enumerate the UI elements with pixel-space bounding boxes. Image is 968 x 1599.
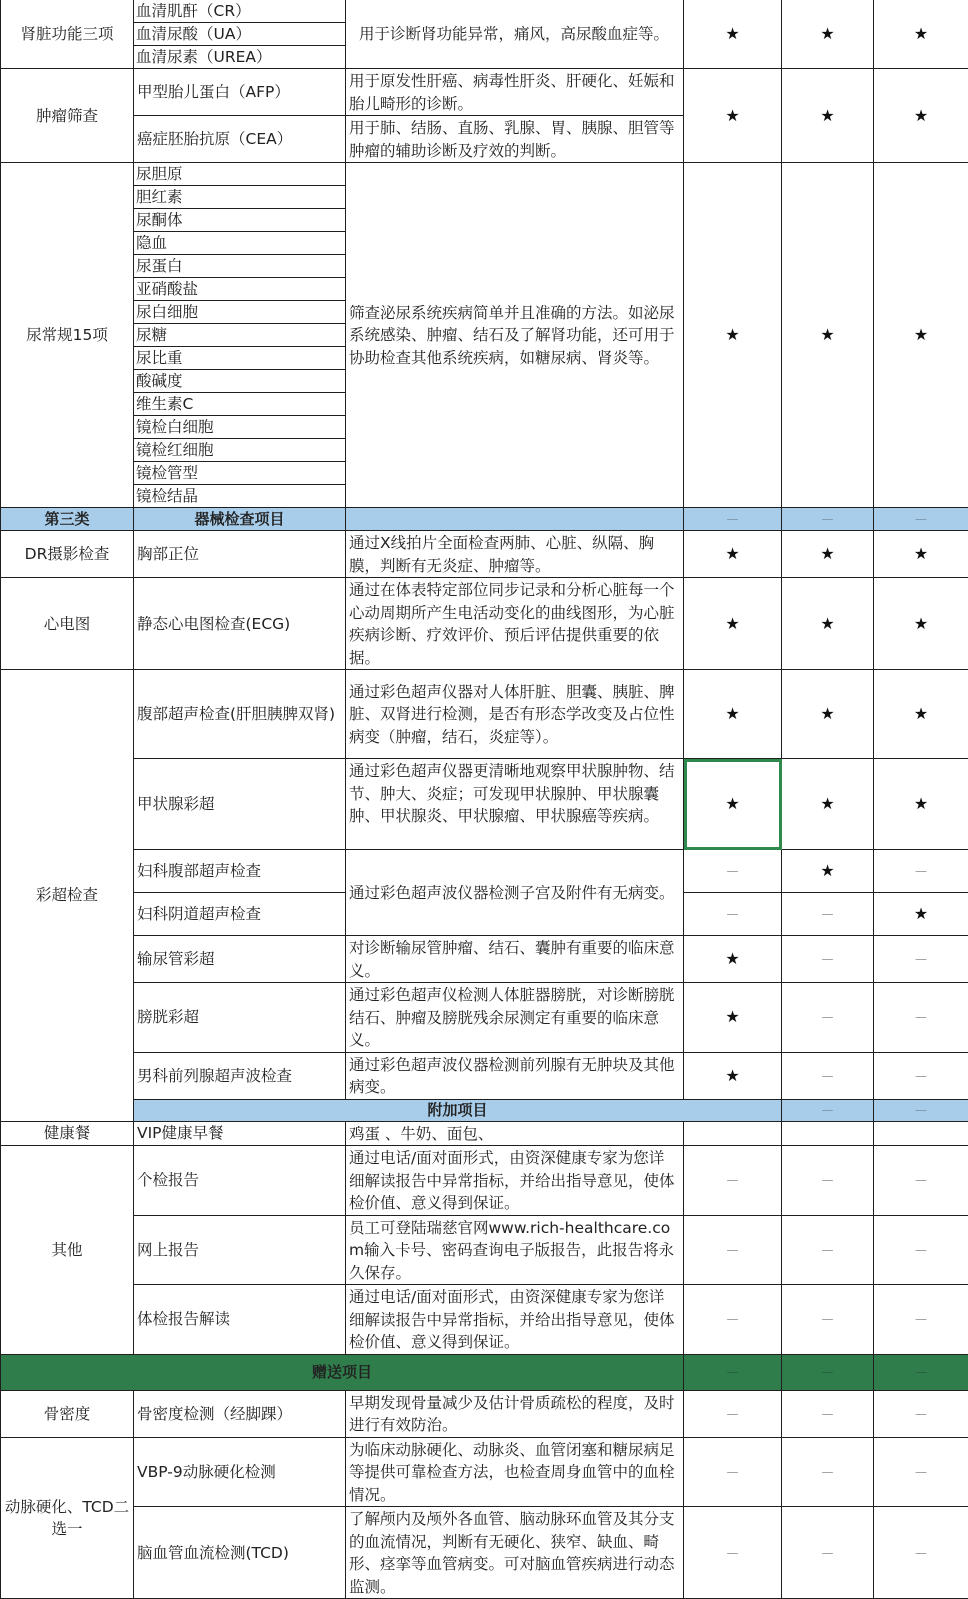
dash-mark: — xyxy=(874,508,968,531)
star-mark: ★ xyxy=(684,0,782,69)
dash-mark: — xyxy=(874,1437,968,1507)
dash-mark: — xyxy=(874,850,968,893)
star-mark: ★ xyxy=(684,1052,782,1099)
dash-mark xyxy=(782,1121,874,1146)
desc-cell: 用于肺、结肠、直肠、乳腺、胃、胰腺、胆管等肿瘤的辅助诊断及疗效的判断。 xyxy=(346,116,684,163)
item-cell: 癌症胚胎抗原（CEA） xyxy=(134,116,346,163)
item-cell: 镜检红细胞 xyxy=(134,439,346,462)
dash-mark: — xyxy=(782,983,874,1053)
star-mark: ★ xyxy=(782,69,874,163)
table-row xyxy=(1,1285,968,1355)
section-header-row xyxy=(1,1354,968,1390)
item-cell: 亚硝酸盐 xyxy=(134,278,346,301)
dash-mark: — xyxy=(782,1285,874,1355)
table-row xyxy=(1,163,968,186)
item-cell: 血清尿酸（UA） xyxy=(134,23,346,46)
item-cell: 尿比重 xyxy=(134,347,346,370)
star-mark: ★ xyxy=(874,893,968,936)
dash-mark: — xyxy=(782,1507,874,1599)
table-row xyxy=(1,1146,968,1216)
dash-mark: — xyxy=(684,1215,782,1285)
dash-mark: — xyxy=(684,1354,782,1390)
item-cell: 男科前列腺超声波检查 xyxy=(134,1052,346,1099)
star-mark: ★ xyxy=(684,531,782,578)
section-title: 器械检查项目 xyxy=(134,508,346,531)
dash-mark: — xyxy=(874,1390,968,1437)
star-mark: ★ xyxy=(684,670,782,759)
star-mark: ★ xyxy=(684,936,782,983)
dash-mark: — xyxy=(684,850,782,893)
desc-cell: 通过彩色超声波仪器检测子宫及附件有无病变。 xyxy=(346,850,684,936)
dash-mark: — xyxy=(684,1390,782,1437)
section-title: 赠送项目 xyxy=(1,1354,684,1390)
dash-mark: — xyxy=(874,983,968,1053)
dash-mark: — xyxy=(684,508,782,531)
item-cell: 尿胆原 xyxy=(134,163,346,186)
desc-cell: 通过电话/面对面形式，由资深健康专家为您详细解读报告中异常指标，并给出指导意见，使体检价值、意义得到保证。 xyxy=(346,1146,684,1216)
star-mark: ★ xyxy=(874,670,968,759)
category-cell: 动脉硬化、TCD二选一 xyxy=(1,1437,134,1599)
item-cell: 静态心电图检查(ECG) xyxy=(134,578,346,670)
dash-mark: — xyxy=(782,1052,874,1099)
desc-cell: 为临床动脉硬化、动脉炎、血管闭塞和糖尿病足等提供可靠检查方法，也检查周身血管中的血栓情况。 xyxy=(346,1437,684,1507)
table-row xyxy=(1,850,968,893)
dash-mark: — xyxy=(874,1354,968,1390)
item-cell: 镜检管型 xyxy=(134,462,346,485)
item-cell: VIP健康早餐 xyxy=(134,1121,346,1146)
desc-cell: 通过彩色超声仪器对人体肝脏、胆囊、胰脏、脾脏、双肾进行检测，是否有形态学改变及占位性病变（肿瘤，结石，炎症等）。 xyxy=(346,670,684,759)
section-empty-cell xyxy=(346,508,684,531)
item-cell: 甲状腺彩超 xyxy=(134,759,346,850)
table-row xyxy=(1,1052,968,1099)
dash-mark: — xyxy=(874,1099,968,1121)
star-mark: ★ xyxy=(684,69,782,163)
dash-mark: — xyxy=(874,1215,968,1285)
item-cell: 血清肌酐（CR） xyxy=(134,0,346,23)
category-cell: 骨密度 xyxy=(1,1390,134,1437)
desc-cell: 通过电话/面对面形式，由资深健康专家为您详细解读报告中异常指标，并给出指导意见，使体检价值、意义得到保证。 xyxy=(346,1285,684,1355)
section-header-row xyxy=(1,1099,968,1121)
table-row xyxy=(1,936,968,983)
star-mark: ★ xyxy=(782,670,874,759)
item-cell: 膀胱彩超 xyxy=(134,983,346,1053)
star-mark: ★ xyxy=(782,578,874,670)
table-row xyxy=(1,759,968,850)
star-mark: ★ xyxy=(874,531,968,578)
star-mark: ★ xyxy=(782,759,874,850)
table-row xyxy=(1,69,968,116)
item-cell: 脑血管血流检测(TCD) xyxy=(134,1507,346,1599)
item-cell: 网上报告 xyxy=(134,1215,346,1285)
table-row xyxy=(1,0,968,23)
star-mark: ★ xyxy=(874,69,968,163)
desc-cell: 用于原发性肝癌、病毒性肝炎、肝硬化、妊娠和胎儿畸形的诊断。 xyxy=(346,69,684,116)
dash-mark: — xyxy=(782,1354,874,1390)
desc-cell: 通过彩色超声波仪器检测前列腺有无肿块及其他病变。 xyxy=(346,1052,684,1099)
dash-mark: — xyxy=(782,1146,874,1216)
dash-mark: — xyxy=(684,1146,782,1216)
item-cell: 尿酮体 xyxy=(134,209,346,232)
dash-mark: — xyxy=(684,1285,782,1355)
item-cell: 骨密度检测（经脚踝） xyxy=(134,1390,346,1437)
table-row xyxy=(1,1121,968,1146)
item-cell: 甲型胎儿蛋白（AFP） xyxy=(134,69,346,116)
section-header-row xyxy=(1,508,968,531)
item-cell: 尿蛋白 xyxy=(134,255,346,278)
dash-mark xyxy=(874,1121,968,1146)
star-mark: ★ xyxy=(782,163,874,508)
category-cell: 肾脏功能三项 xyxy=(1,0,134,69)
dash-mark: — xyxy=(782,508,874,531)
dash-mark: — xyxy=(782,1215,874,1285)
table-row xyxy=(1,578,968,670)
star-mark: ★ xyxy=(684,983,782,1053)
desc-cell: 通过彩色超声仪检测人体脏器膀胱，对诊断膀胱结石、肿瘤及膀胱残余尿测定有重要的临床意义。 xyxy=(346,983,684,1053)
item-cell: 体检报告解读 xyxy=(134,1285,346,1355)
dash-mark: — xyxy=(684,1507,782,1599)
dash-mark: — xyxy=(874,1507,968,1599)
category-cell: 尿常规15项 xyxy=(1,163,134,508)
dash-mark xyxy=(684,1121,782,1146)
dash-mark: — xyxy=(684,1437,782,1507)
item-cell: 胸部正位 xyxy=(134,531,346,578)
item-cell: 镜检白细胞 xyxy=(134,416,346,439)
item-cell: 镜检结晶 xyxy=(134,485,346,508)
desc-cell: 对诊断输尿管肿瘤、结石、囊肿有重要的临床意义。 xyxy=(346,936,684,983)
dash-mark: — xyxy=(782,1390,874,1437)
item-cell: 酸碱度 xyxy=(134,370,346,393)
dash-mark: — xyxy=(874,936,968,983)
section-label: 第三类 xyxy=(1,508,134,531)
category-cell: 其他 xyxy=(1,1146,134,1355)
star-mark: ★ xyxy=(782,0,874,69)
item-cell: 妇科阴道超声检查 xyxy=(134,893,346,936)
desc-cell: 员工可登陆瑞慈官网www.rich-healthcare.com输入卡号、密码查询电子版报告，此报告将永久保存。 xyxy=(346,1215,684,1285)
dash-mark: — xyxy=(874,1285,968,1355)
star-mark: ★ xyxy=(684,163,782,508)
star-mark: ★ xyxy=(874,0,968,69)
dash-mark: — xyxy=(874,1146,968,1216)
item-cell: VBP-9动脉硬化检测 xyxy=(134,1437,346,1507)
desc-cell: 鸡蛋 、牛奶、面包、 xyxy=(346,1121,684,1146)
desc-cell: 通过彩色超声仪器更清晰地观察甲状腺肿物、结节、肿大、炎症；可发现甲状腺肿、甲状腺囊肿、甲状腺炎、甲状腺瘤、甲状腺癌等疾病。 xyxy=(346,759,684,850)
table-row xyxy=(1,983,968,1053)
table-row xyxy=(1,1390,968,1437)
category-cell: 彩超检查 xyxy=(1,670,134,1122)
star-mark: ★ xyxy=(684,578,782,670)
desc-cell: 早期发现骨量减少及估计骨质疏松的程度，及时进行有效防治。 xyxy=(346,1390,684,1437)
table-row xyxy=(1,1215,968,1285)
dash-mark: — xyxy=(782,1437,874,1507)
desc-cell: 筛查泌尿系统疾病简单并且准确的方法。如泌尿系统感染、肿瘤、结石及了解肾功能，还可用于协助检查其他系统疾病，如糖尿病、肾炎等。 xyxy=(346,163,684,508)
item-cell: 妇科腹部超声检查 xyxy=(134,850,346,893)
desc-cell: 用于诊断肾功能异常，痛风，高尿酸血症等。 xyxy=(346,0,684,69)
dash-mark: — xyxy=(874,1052,968,1099)
item-cell: 输尿管彩超 xyxy=(134,936,346,983)
item-cell: 血清尿素（UREA） xyxy=(134,46,346,69)
dash-mark: — xyxy=(782,1099,874,1121)
dash-mark: — xyxy=(684,893,782,936)
item-cell: 胆红素 xyxy=(134,186,346,209)
star-mark: ★ xyxy=(782,850,874,893)
desc-cell: 通过在体表特定部位同步记录和分析心脏每一个心动周期所产生电活动变化的曲线图形，为心脏疾病诊断、疗效评价、预后评估提供重要的依据。 xyxy=(346,578,684,670)
item-cell: 腹部超声检查(肝胆胰脾双肾) xyxy=(134,670,346,759)
category-cell: DR摄影检查 xyxy=(1,531,134,578)
desc-cell: 通过X线拍片全面检查两肺、心脏、纵隔、胸膜，判断有无炎症、肿瘤等。 xyxy=(346,531,684,578)
star-mark: ★ xyxy=(782,531,874,578)
item-cell: 隐血 xyxy=(134,232,346,255)
star-mark: ★ xyxy=(874,759,968,850)
item-cell: 尿白细胞 xyxy=(134,301,346,324)
table-row xyxy=(1,531,968,578)
table-row xyxy=(1,1437,968,1507)
table-row xyxy=(1,670,968,759)
star-mark: ★ xyxy=(874,163,968,508)
category-cell: 心电图 xyxy=(1,578,134,670)
dash-mark: — xyxy=(782,936,874,983)
star-mark: ★ xyxy=(874,578,968,670)
category-cell: 健康餐 xyxy=(1,1121,134,1146)
section-title: 附加项目 xyxy=(134,1099,782,1121)
table-row xyxy=(1,1507,968,1599)
category-cell: 肿瘤筛查 xyxy=(1,69,134,163)
dash-mark: — xyxy=(782,893,874,936)
item-cell: 尿糖 xyxy=(134,324,346,347)
selected-star-cell[interactable]: ★ xyxy=(684,759,782,850)
item-cell: 维生素C xyxy=(134,393,346,416)
desc-cell: 了解颅内及颅外各血管、脑动脉环血管及其分支的血流情况，判断有无硬化、狭窄、缺血、畸形、痉挛等血管病变。可对脑血管疾病进行动态监测。 xyxy=(346,1507,684,1599)
item-cell: 个检报告 xyxy=(134,1146,346,1216)
